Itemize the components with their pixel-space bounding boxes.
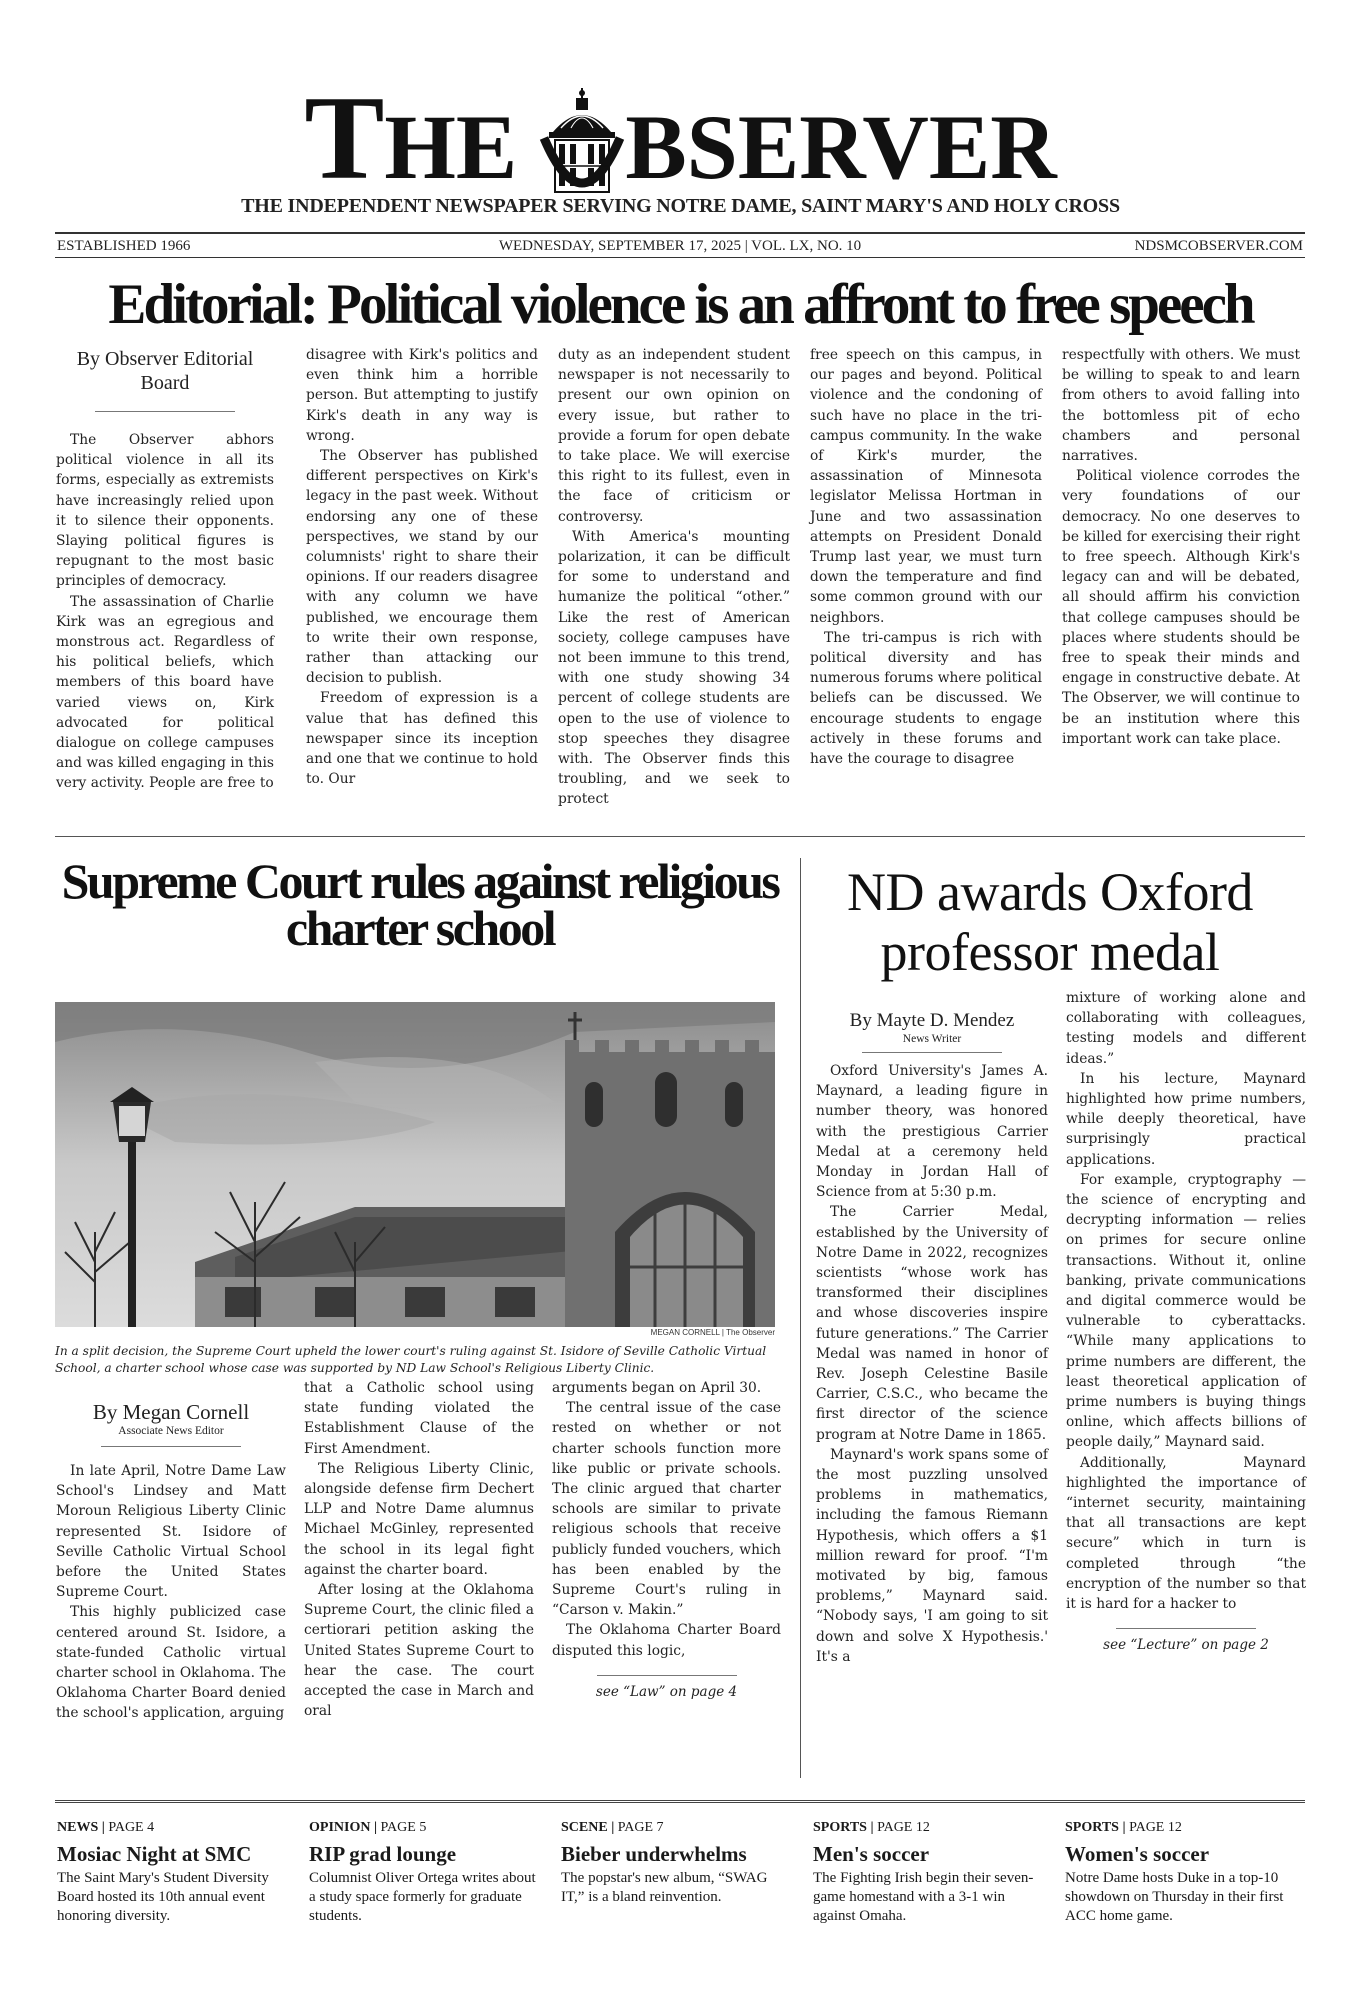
issue-date: WEDNESDAY, SEPTEMBER 17, 2025 | VOL. LX, NO. 10: [498, 238, 862, 254]
title-he: HE: [384, 96, 518, 198]
teaser-mens-soccer[interactable]: SPORTS | PAGE 12 Men's soccer The Fighting Irish begin their seven-game homestand with a 3-1 win against Omaha.: [813, 1819, 1045, 1926]
paragraph: The Religious Liberty Clinic, alongside defense firm Dechert LLP and Notre Dame alumnus Michael McGinley, represented the school in its legal fight against the charter board.: [304, 1460, 534, 1578]
court-body: [56, 1380, 781, 1722]
paragraph: This highly publicized case centered around St. Isidore, a state-funded Catholic virtual charter school in Oklahoma. The Oklahoma Charter Board denied the school's application, arguing: [56, 1604, 286, 1722]
editorial-column-2: [306, 345, 538, 815]
paragraph: For example, cryptography — the science of encrypting and decrypting information — relies on primes for secure online transactions. Without it, online banking, private communications and digital commerce would be vulnerable to cyberattacks. “While many applications to prime numbers are different, the least theoretical application of prime numbers is buying things online, which affects billions of people daily,” Maynard said.: [1066, 1171, 1306, 1451]
dateline-bar: [55, 232, 1305, 258]
teaser-news[interactable]: NEWS | PAGE 4 Mosiac Night at SMC The Saint Mary's Student Diversity Board hosted its 10th annual event honoring diversity.: [57, 1819, 289, 1926]
teaser-headline: RIP grad lounge: [309, 1842, 457, 1866]
paragraph: The Carrier Medal, established by the University of Notre Dame in 2022, recognizes scientists “whose work has transformed their disciplines and whose discoveries inspire future generations.” The Carrier Medal was named in honor of Rev. Joseph Celestine Basile Carrier, C.S.C., who became the first director of the science program at Notre Dame in 1865.: [816, 1204, 1048, 1443]
teaser-headline: Women's soccer: [1065, 1842, 1210, 1866]
teaser-section: OPINION: [309, 1820, 371, 1835]
teaser-text: The popstar's new album, “SWAG IT,” is a bland reinvention.: [561, 1870, 768, 1905]
oxford-byline-role: News Writer: [902, 1033, 962, 1045]
teaser-page: PAGE 12: [877, 1820, 930, 1835]
editorial-byline: By Observer Editorial Board: [76, 348, 254, 394]
campus-building-photo[interactable]: [55, 1002, 775, 1327]
paragraph: free speech on this campus, in our pages and beyond. Political violence and the condoning of such have no place in the tri-campus community. In the wake of Kirk's murder, the assassination of Minnesota legislator Melissa Hortman in June and two assassination attempts on President Donald Trump last year, we must turn down the temperature and find some common ground with our neighbors.: [810, 347, 1042, 626]
oxford-headline[interactable]: ND awards Oxford professor medal: [847, 862, 1253, 982]
court-byline-role: Associate News Editor: [118, 1425, 224, 1437]
paragraph: Political violence corrodes the very foundations of our democracy. No one deserves to be killed for exercising their right to free speech. Although Kirk's legacy can and will be debated, all should affirm his conviction that college campuses should be places where students should be free to speak their minds and engage in constructive debate. At The Observer, we will continue to be an institution where this important work can take place.: [1062, 468, 1300, 747]
teaser-page: PAGE 5: [380, 1820, 427, 1835]
paragraph: The Observer abhors political violence in all its forms, especially as extremists have increasingly relied upon it to silence their opponents. Slaying political figures is repugnant to the most basic principles of democracy.: [56, 432, 274, 590]
column-divider: [800, 858, 801, 1778]
oxford-column-1: [816, 1010, 1048, 1760]
paragraph: The assassination of Charlie Kirk was an egregious and monstrous act. Regardless of his political beliefs, which members of this board have varied views on, Kirk advocated for political dialogue on college campuses and was killed engaging in this very activity. People are free to: [56, 593, 274, 792]
teaser-page: PAGE 7: [617, 1820, 664, 1835]
oxford-byline: By Mayte D. Mendez: [849, 1010, 1015, 1031]
paragraph: that a Catholic school using state funding violated the Establishment Clause of the First Amendment.: [304, 1380, 534, 1457]
teaser-section: SPORTS: [1065, 1820, 1119, 1835]
editorial-headline[interactable]: Editorial: Political violence is an affront to free speech: [108, 273, 1253, 336]
paragraph: arguments began on April 30.: [552, 1380, 762, 1396]
editorial-column-3: [558, 345, 790, 815]
teaser-section: SCENE: [561, 1820, 608, 1835]
paragraph: The tri-campus is rich with political diversity and has numerous forums where political beliefs can be discussed. We encourage students to engage actively in these forums and have the courage to disagree: [810, 629, 1043, 768]
paragraph: The Observer has published different perspectives on Kirk's legacy in the past week. Without endorsing any one of these perspectives, we stand by our columnists' right to share their opinions. If our readers disagree with any column we have published, we encourage them to write their own response, rather than attacking our decision to publish.: [306, 448, 538, 687]
teaser-text: The Saint Mary's Student Diversity Board hosted its 10th annual event honoring diversity.: [57, 1870, 269, 1924]
teaser-scene[interactable]: SCENE | PAGE 7 Bieber underwhelms The popstar's new album, “SWAG IT,” is a bland reinvention.: [561, 1819, 793, 1907]
teaser-opinion[interactable]: OPINION | PAGE 5 RIP grad lounge Columnist Oliver Ortega writes about a study space formerly for graduate students.: [309, 1819, 541, 1926]
paragraph: mixture of working alone and collaborating with colleagues, testing models and different ideas.”: [1066, 990, 1306, 1067]
paragraph: respectfully with others. We must be willing to speak to and learn from others to avoid falling into the bottomless pit of echo chambers and personal narratives.: [1062, 347, 1300, 465]
photo-caption: In a split decision, the Supreme Court upheld the lower court's ruling against St. Isidore of Seville Catholic Virtual School, a charter school whose case was supported by ND Law School's Religious Liberty Clinic.: [55, 1344, 767, 1375]
teaser-page: PAGE 12: [1129, 1820, 1182, 1835]
title-bserver: BSERVER: [625, 96, 1057, 198]
teaser-page: PAGE 4: [108, 1820, 155, 1835]
teaser-headline: Bieber underwhelms: [561, 1842, 747, 1866]
teaser-text: The Fighting Irish begin their seven-game homestand with a 3-1 win against Omaha.: [813, 1870, 1034, 1924]
court-headline[interactable]: Supreme Court rules against religious charter school: [61, 853, 779, 956]
section-divider: [55, 836, 1305, 837]
paragraph: Oxford University's James A. Maynard, a leading figure in number theory, was honored with the prestigious Carrier Medal at a ceremony held Monday in Jordan Hall of Science from at 5:30 p.m.: [816, 1063, 1048, 1201]
paragraph: duty as an independent student newspaper is not necessarily to present our own opinion on every issue, but rather to provide a forum for open debate to take place. We will exercise this right to its fullest, even in the face of criticism or controversy.: [558, 347, 790, 525]
title-letter-t: T: [304, 71, 385, 204]
oxford-column-2: [1066, 988, 1306, 1738]
paragraph: Additionally, Maynard highlighted the importance of “internet security, maintaining that all transactions are kept secure” which in turn is completed through “the encryption of the number so that it is hard for a hacker to: [1066, 1454, 1306, 1613]
teaser-text: Notre Dame hosts Duke in a top-10 showdown on Thursday in their first ACC home game.: [1065, 1870, 1284, 1924]
paragraph: In his lecture, Maynard highlighted how prime numbers, while deeply theoretical, have surprisingly practical applications.: [1066, 1070, 1306, 1168]
editorial-column-4: [810, 345, 1042, 815]
tagline: THE INDEPENDENT NEWSPAPER SERVING NOTRE DAME, SAINT MARY'S AND HOLY CROSS: [241, 195, 1120, 217]
newspaper-title[interactable]: [0, 71, 1361, 204]
paragraph: With America's mounting polarization, it can be difficult for some to understand and humanize the political “other.” Like the rest of American society, college campuses have not been immune to this trend, with one study showing 34 percent of college students are open to the use of violence to stop speeches they disagree with. The Observer finds this troubling, and we seek to protect: [558, 528, 790, 808]
continue-link-law[interactable]: see “Law” on page 4: [595, 1683, 738, 1700]
teaser-text: Columnist Oliver Ortega writes about a study space formerly for graduate students.: [309, 1870, 536, 1924]
teaser-headline: Men's soccer: [813, 1842, 930, 1866]
photo-illustration: [55, 1002, 775, 1327]
masthead: [0, 50, 1361, 217]
teaser-headline: Mosiac Night at SMC: [57, 1842, 252, 1866]
paragraph: Freedom of expression is a value that has defined this newspaper since its inception and one that we continue to hold to. Our: [306, 690, 538, 788]
editorial-column-1: [56, 345, 274, 815]
editorial-body: [56, 345, 1306, 815]
paragraph: The Oklahoma Charter Board disputed this logic,: [552, 1622, 781, 1659]
court-column-2: [304, 1378, 534, 1720]
court-column-3: [552, 1378, 781, 1698]
court-byline: By Megan Cornell: [92, 1400, 250, 1424]
teaser-section: SPORTS: [813, 1820, 867, 1835]
paragraph: After losing at the Oklahoma Supreme Court, the clinic filed a certiorari petition asking the United States Supreme Court to hear the case. The court accepted the case in March and oral: [304, 1582, 534, 1720]
teaser-section: NEWS: [57, 1820, 99, 1835]
court-column-1: [56, 1400, 286, 1720]
established-label: ESTABLISHED 1966: [57, 238, 191, 254]
teaser-bar: [55, 1800, 1305, 1940]
teaser-womens-soccer[interactable]: SPORTS | PAGE 12 Women's soccer Notre Dame hosts Duke in a top-10 showdown on Thursday in their first ACC home game.: [1065, 1819, 1297, 1926]
paragraph: In late April, Notre Dame Law School's Lindsey and Matt Moroun Religious Liberty Clinic represented St. Isidore of Seville Catholic Virtual School before the United States Supreme Court.: [56, 1463, 286, 1601]
continue-link-lecture[interactable]: see “Lecture” on page 2: [1103, 1637, 1269, 1654]
editorial-column-5: [1062, 345, 1300, 815]
golden-dome-icon: [541, 88, 623, 204]
photo-credit: MEGAN CORNELL | The Observer: [650, 1328, 775, 1337]
paragraph: The central issue of the case rested on whether or not charter schools function more like public or private schools. The clinic argued that charter schools are similar to private religious schools that receive publicly funded vouchers, which has been enabled by the Supreme Court's ruling in “Carson v. Makin.”: [552, 1400, 781, 1619]
paragraph: disagree with Kirk's politics and even think him a horrible person. But attempting to justify Kirk's death in any way is wrong.: [306, 347, 538, 444]
website-link[interactable]: NDSMCOBSERVER.COM: [1134, 238, 1303, 254]
oxford-body: [816, 990, 1306, 1665]
paragraph: Maynard's work spans some of the most puzzling unsolved problems in mathematics, including the famous Riemann Hypothesis, which offers a $1 million reward for proof. “I'm motivated by big, famous problems,” Maynard said. “Nobody says, 'I am going to sit down and solve X Hypothesis.' It's a: [816, 1446, 1048, 1665]
